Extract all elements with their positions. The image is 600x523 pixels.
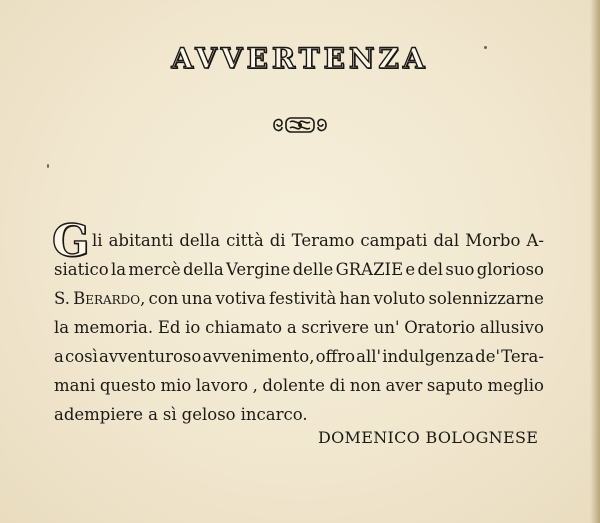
word: la	[110, 260, 127, 279]
word: glorioso	[476, 260, 544, 279]
word: della	[179, 231, 221, 250]
word: S.	[54, 289, 70, 308]
word: Berardo,	[73, 289, 146, 308]
word: campati	[360, 231, 428, 250]
word: a	[54, 347, 64, 366]
ink-speck	[47, 164, 49, 168]
word: memoria.	[73, 318, 154, 337]
paragraph-line	[54, 342, 544, 371]
word: aver	[385, 376, 423, 395]
page-edge	[590, 0, 600, 523]
word: così	[64, 347, 98, 366]
word: geloso	[181, 405, 236, 424]
word: Tera-	[501, 347, 544, 366]
word: e	[405, 260, 416, 279]
word: adempiere	[54, 405, 144, 424]
word: di	[269, 231, 286, 250]
word: non	[349, 376, 382, 395]
word: incarco.	[240, 405, 308, 424]
author-signature: DOMENICO BOLOGNESE	[318, 428, 539, 447]
word: li	[92, 231, 103, 250]
paragraph-line	[54, 313, 544, 342]
word: città	[226, 231, 264, 250]
word: della	[183, 260, 224, 279]
notice-paragraph	[52, 216, 544, 429]
word: allusivo	[479, 318, 544, 337]
word: una	[181, 289, 213, 308]
word: han	[339, 289, 371, 308]
word: chiamato	[205, 318, 283, 337]
page-title: AVVERTENZA	[171, 42, 429, 75]
paragraph-line	[54, 400, 544, 429]
word: ,	[252, 376, 258, 395]
word: Teramo	[291, 231, 355, 250]
word: avvenimento,	[202, 347, 315, 366]
word: meglio	[487, 376, 544, 395]
word: solennizzarne	[428, 289, 544, 308]
word: mani	[54, 376, 96, 395]
word: indulgenza	[382, 347, 475, 366]
word: offro	[315, 347, 356, 366]
word: avventuroso	[98, 347, 202, 366]
paragraph-line	[54, 255, 544, 284]
word: dal	[433, 231, 460, 250]
word: all'	[356, 347, 382, 366]
paragraph-line	[54, 226, 544, 255]
word: Morbo	[465, 231, 521, 250]
word: votiva	[215, 289, 266, 308]
word: questo	[99, 376, 156, 395]
word: voluto	[373, 289, 426, 308]
word: saputo	[426, 376, 483, 395]
word: suo	[445, 260, 475, 279]
word: la	[54, 318, 70, 337]
word: de'	[475, 347, 501, 366]
paragraph-line	[54, 371, 544, 400]
word: Vergine	[226, 260, 291, 279]
word: io	[185, 318, 201, 337]
word: del	[417, 260, 444, 279]
word: GRAZIE	[335, 260, 404, 279]
word: abitanti	[108, 231, 174, 250]
word: a	[286, 318, 297, 337]
word: Oratorio	[404, 318, 476, 337]
word: dolente	[262, 376, 325, 395]
word: di	[329, 376, 346, 395]
word: festività	[269, 289, 337, 308]
word: lavoro	[195, 376, 249, 395]
word: con	[148, 289, 179, 308]
decorative-scroll-ornament-icon	[270, 114, 330, 136]
word: Ed	[157, 318, 181, 337]
word: siatico	[54, 260, 109, 279]
word: sì	[162, 405, 177, 424]
word: mercè	[128, 260, 181, 279]
word: scrivere	[301, 318, 370, 337]
drop-cap: G	[52, 216, 90, 267]
word: mio	[160, 376, 192, 395]
paragraph-line	[54, 284, 544, 313]
word: a	[148, 405, 158, 424]
word: delle	[292, 260, 334, 279]
word: A-	[526, 231, 544, 250]
word: un'	[373, 318, 400, 337]
